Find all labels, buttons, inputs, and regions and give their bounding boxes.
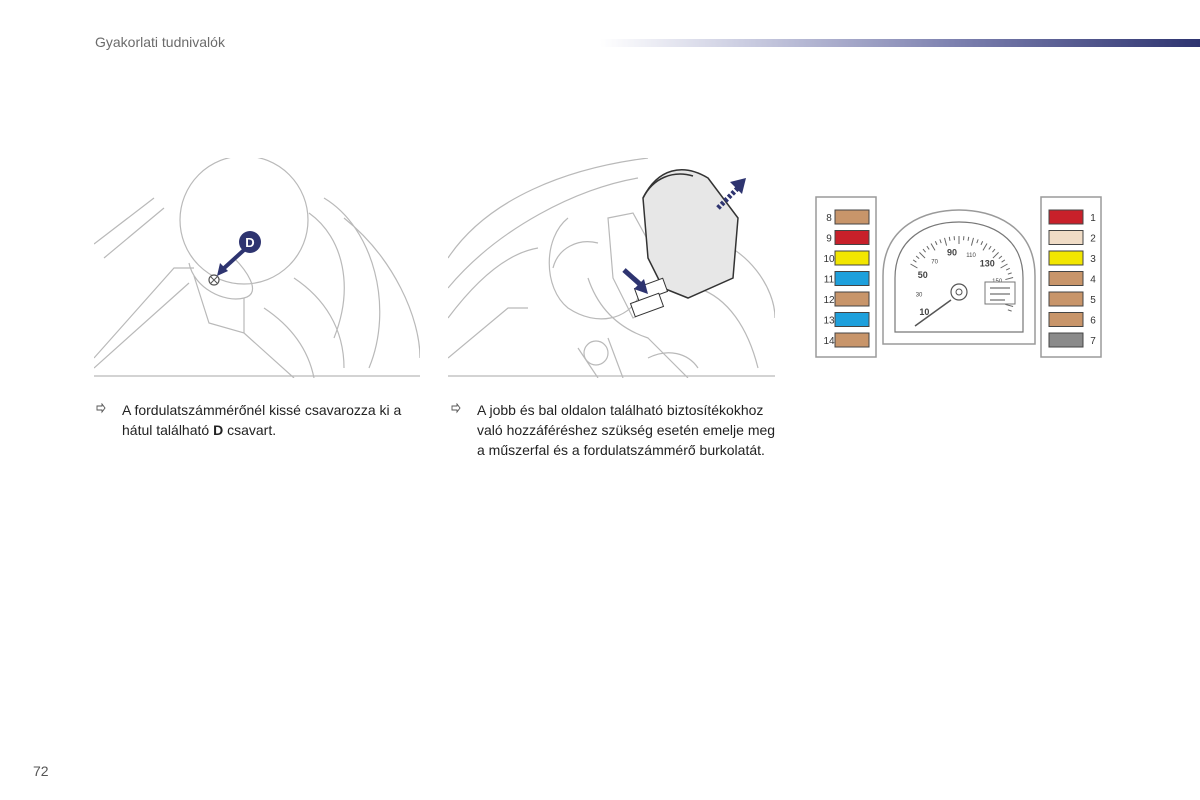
fuse-1 [1049,210,1083,224]
fuse-number-10: 10 [823,254,835,265]
gauge-label-10: 10 [919,307,930,317]
fuse-11 [835,272,869,286]
fuse-number-6: 6 [1090,315,1096,327]
hand-pointer-icon [451,403,461,415]
fuse-number-1: 1 [1090,213,1096,224]
caption-left-text: A fordulatszámmérőnél kissé csavarozza ki a hátul található [122,402,402,438]
figure-tachometer-screw [94,158,420,378]
fuse-number-9: 9 [826,233,832,245]
gauge-label-70: 70 [931,259,938,266]
caption-left-bold: D [213,422,224,438]
hand-pointer-icon [96,403,106,415]
fuse-13 [835,313,869,327]
fuse-6 [1049,313,1083,327]
fuse-number-12: 12 [823,295,835,306]
gauge-label-30: 30 [915,292,923,299]
gauge-label-90: 90 [947,247,958,258]
gauge-tick [968,237,969,241]
fuse-number-2: 2 [1090,233,1096,245]
section-title: Gyakorlati tudnivalók [95,34,225,50]
arrow-icon [222,250,244,270]
fuse-number-7: 7 [1090,336,1096,347]
gauge-label-50: 50 [917,270,928,281]
gauge-label-110: 110 [966,252,976,259]
arrow-down-icon [624,270,642,286]
fuse-4 [1049,272,1083,286]
fuse-10 [835,251,869,265]
gauge-tick [949,237,950,241]
header-gradient-bar [600,39,1200,47]
fuse-number-14: 14 [823,336,835,347]
caption-right-text: A jobb és bal oldalon található biztosítékokhoz való hozzáféréshez szükség esetén emelje meg a műszerfal és a fordulatszámmérő burkolatát. [477,402,776,458]
fuse-7 [1049,333,1083,347]
fuse-9 [835,231,869,245]
fuse-number-11: 11 [823,274,835,286]
screw-label: D [245,235,255,250]
caption-right [451,400,781,460]
fuse-12 [835,292,869,306]
fuse-8 [835,210,869,224]
page-number: 72 [33,763,49,779]
figure-dashboard-cover [448,158,775,378]
fuse-number-3: 3 [1090,254,1096,265]
figure-fuse-layout [815,196,1102,362]
fuse-number-8: 8 [826,213,832,224]
fuse-number-5: 5 [1090,295,1096,306]
fuse-number-4: 4 [1090,274,1096,286]
fuse-5 [1049,292,1083,306]
fuse-14 [835,333,869,347]
gauge-label-130: 130 [979,258,995,269]
fuse-2 [1049,231,1083,245]
fuse-number-13: 13 [823,315,835,327]
caption-left-tail: csavart. [223,422,277,438]
caption-left [96,400,416,440]
fuse-3 [1049,251,1083,265]
